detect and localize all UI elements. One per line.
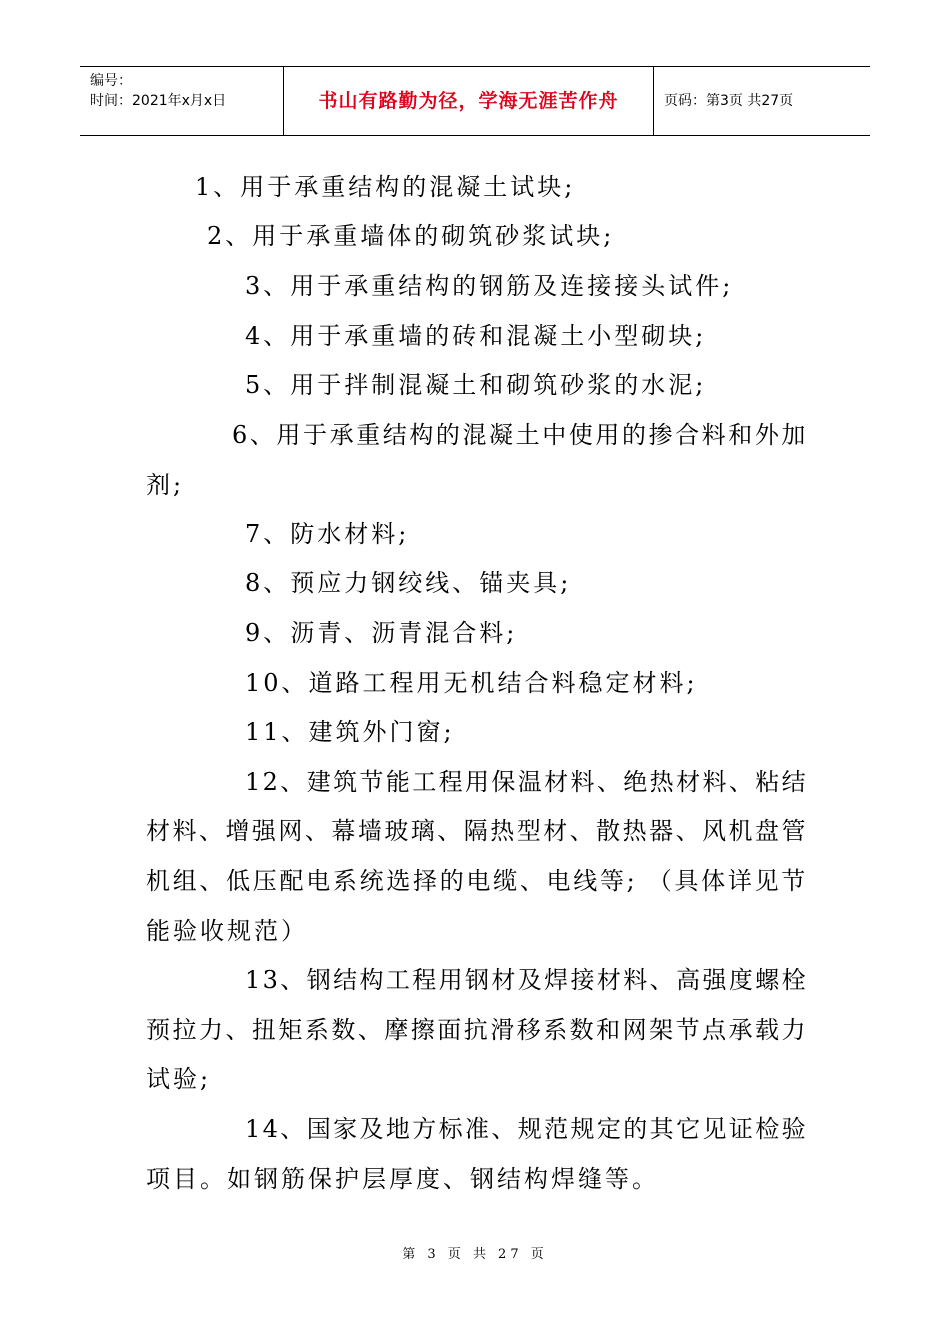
- list-item: 4、用于承重墙的砖和混凝土小型砌块;: [245, 322, 707, 350]
- list-item: 8、预应力钢绞线、锚夹具;: [245, 569, 572, 597]
- page-footer: 第 3 页 共 27 页: [402, 1247, 548, 1262]
- list-item: 1、用于承重结构的混凝土试块;: [195, 173, 576, 201]
- list-item: 3、用于承重结构的钢筋及连接接头试件;: [245, 272, 734, 300]
- list-item: 6、用于承重结构的混凝土中使用的掺合料和外加: [232, 421, 808, 449]
- page-header: [80, 66, 870, 136]
- header-meta: [80, 67, 284, 135]
- list-item: 14、国家及地方标准、规范规定的其它见证检验: [245, 1115, 808, 1143]
- list-item-continuation: 能验收规范）: [146, 917, 308, 945]
- header-motto: 书山有路勤为径，学海无涯苦作舟: [284, 67, 654, 135]
- time-label: 时间：2021年x月x日: [90, 93, 227, 109]
- list-item: 9、沥青、沥青混合料;: [245, 619, 518, 647]
- list-item: 10、道路工程用无机结合料稳定材料;: [245, 669, 698, 697]
- list-item: 5、用于拌制混凝土和砌筑砂浆的水泥;: [245, 371, 707, 399]
- list-item: 2、用于承重墙体的砌筑砂浆试块;: [207, 222, 615, 250]
- list-item: 13、钢结构工程用钢材及焊接材料、高强度螺栓: [245, 966, 808, 994]
- number-label: 编号：: [90, 73, 132, 89]
- list-item-continuation: 材料、增强网、幕墙玻璃、隔热型材、散热器、风机盘管: [146, 817, 808, 845]
- header-page-info: 页码：第3页 共27页: [664, 93, 794, 109]
- list-item-continuation: 机组、低压配电系统选择的电缆、电线等; （具体详见节: [146, 867, 808, 895]
- list-item-continuation: 剂;: [146, 471, 185, 499]
- list-item-continuation: 项目。如钢筋保护层厚度、钢结构焊缝等。: [146, 1165, 659, 1193]
- list-item: 12、建筑节能工程用保温材料、绝热材料、粘结: [245, 768, 808, 796]
- list-item: 7、防水材料;: [245, 520, 410, 548]
- list-item: 11、建筑外门窗;: [245, 718, 455, 746]
- list-item-continuation: 预拉力、扭矩系数、摩擦面抗滑移系数和网架节点承载力: [146, 1016, 808, 1044]
- list-item-continuation: 试验;: [146, 1065, 212, 1093]
